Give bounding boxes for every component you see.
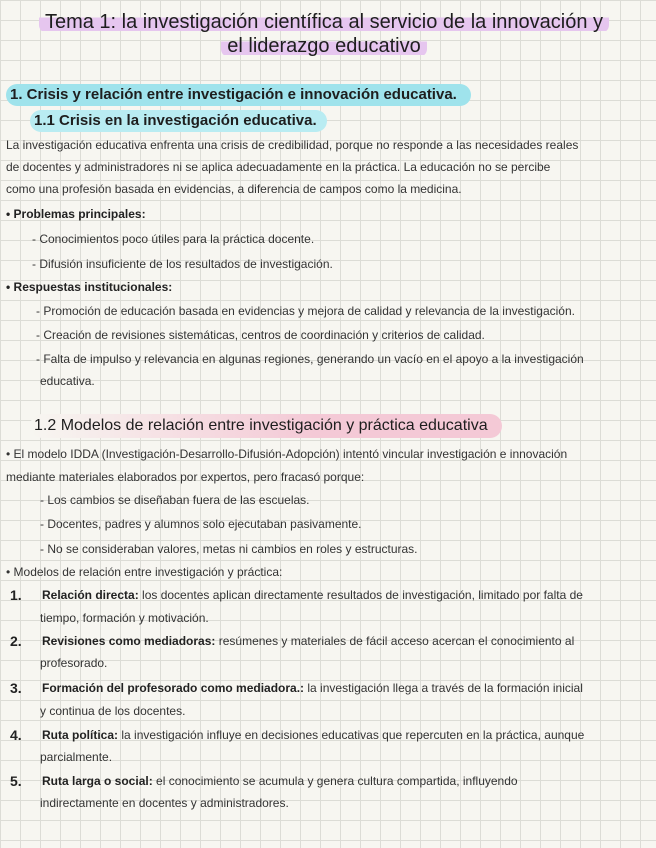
model-description: la investigación llega a través de la formación inicial (304, 681, 583, 695)
list-item: - Creación de revisiones sistemáticas, centros de coordinación y criterios de calidad. (36, 328, 485, 342)
model-item (42, 724, 584, 746)
model-title: Relación directa: (42, 588, 139, 602)
section-1-heading: 1. Crisis y relación entre investigación e innovación educativa. (6, 84, 471, 106)
list-item: - Promoción de educación basada en evidencias y mejora de calidad y relevancia de la investigación. (36, 304, 575, 318)
model-continuation: parcialmente. (40, 750, 113, 764)
list-item: - Falta de impulso y relevancia en algunas regiones, generando un vacío en el apoyo a la investigación (36, 352, 584, 366)
model-description: resúmenes y materiales de fácil acceso acercan el conocimiento al (215, 634, 575, 648)
responses-label: • Respuestas institucionales: (6, 280, 173, 294)
model-continuation: tiempo, formación y motivación. (40, 611, 209, 625)
model-description: la investigación influye en decisiones educativas que repercuten en la práctica, aunque (118, 728, 585, 742)
list-item: - Conocimientos poco útiles para la práctica docente. (32, 232, 315, 246)
model-description: los docentes aplican directamente resultados de investigación, limitado por falta de (138, 588, 583, 602)
models-label: • Modelos de relación entre investigación y práctica: (6, 565, 283, 579)
paragraph-line: • El modelo IDDA (Investigación-Desarrollo-Difusión-Adopción) intentó vincular investigación e innovación (6, 447, 568, 461)
model-continuation: profesorado. (40, 656, 108, 670)
subsection-1-1-heading: 1.1 Crisis en la investigación educativa. (30, 110, 327, 132)
list-item: - Los cambios se diseñaban fuera de las escuelas. (40, 493, 310, 507)
model-item (42, 630, 574, 652)
list-item: - Difusión insuficiente de los resultados de investigación. (32, 257, 333, 271)
paragraph-line: mediante materiales elaborados por expertos, pero fracasó porque: (6, 470, 365, 484)
model-item (42, 770, 518, 792)
list-item: - Docentes, padres y alumnos solo ejecutaban pasivamente. (40, 517, 362, 531)
model-item (42, 584, 583, 606)
page-title (4, 10, 644, 58)
list-item: - No se consideraban valores, metas ni cambios en roles y estructuras. (40, 542, 418, 556)
subsection-1-2-heading: 1.2 Modelos de relación entre investigación y práctica educativa (30, 414, 502, 438)
model-continuation: indirectamente en docentes y administradores. (40, 796, 289, 810)
paragraph-line: La investigación educativa enfrenta una crisis de credibilidad, porque no responde a las necesidades reales (6, 138, 579, 152)
list-item-continuation: educativa. (40, 374, 95, 388)
model-continuation: y continua de los docentes. (40, 704, 186, 718)
model-description: el conocimiento se acumula y genera cultura compartida, influyendo (152, 774, 518, 788)
paragraph-line: como una profesión basada en evidencias, a diferencia de campos como la medicina. (6, 182, 462, 196)
model-title: Ruta política: (42, 728, 119, 742)
model-number: 5. (10, 773, 22, 789)
model-number: 1. (10, 587, 22, 603)
paragraph-line: de docentes y administradores ni se aplica adecuadamente en la práctica. La educación no se percibe (6, 160, 551, 174)
title-line-1: Tema 1: la investigación científica al servicio de la innovación y (39, 11, 609, 33)
model-number: 2. (10, 633, 22, 649)
title-line-2: el liderazgo educativo (221, 35, 426, 57)
problems-label: • Problemas principales: (6, 207, 146, 221)
model-number: 3. (10, 680, 22, 696)
model-number: 4. (10, 727, 22, 743)
model-title: Revisiones como mediadoras: (42, 634, 216, 648)
model-item (42, 677, 583, 699)
model-title: Formación del profesorado como mediadora.: (42, 681, 305, 695)
model-title: Ruta larga o social: (42, 774, 153, 788)
